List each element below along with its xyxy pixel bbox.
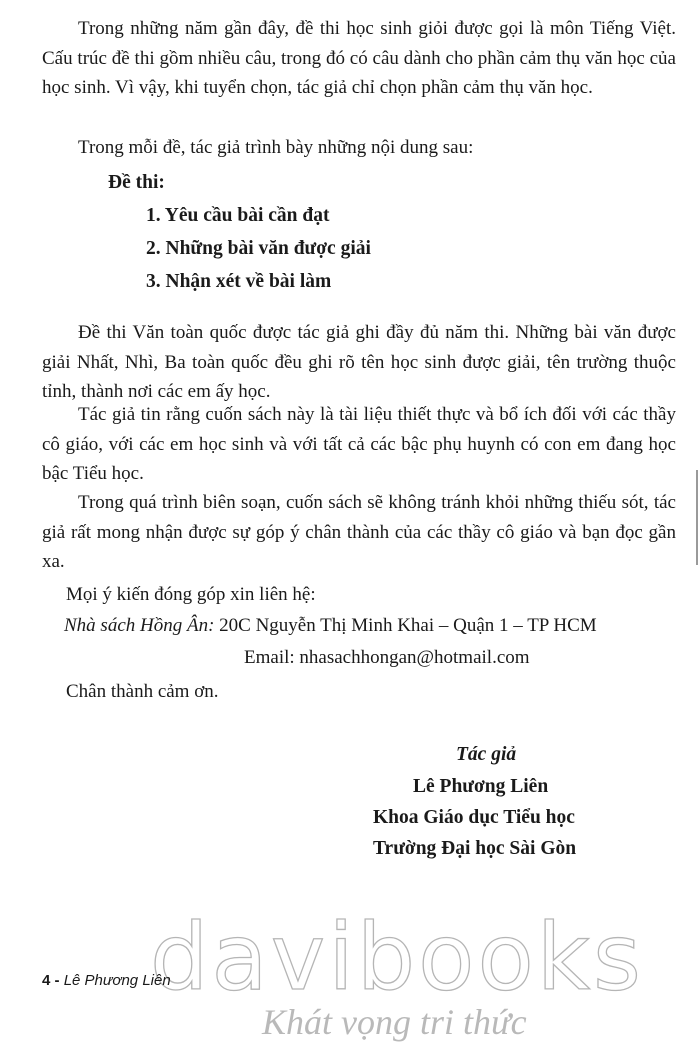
email-line: Email: nhasachhongan@hotmail.com [244, 647, 530, 668]
page-number: 4 [42, 972, 51, 989]
list-item-requirements: 1. Yêu cầu bài cần đạt [146, 205, 330, 226]
contact-intro: Mọi ý kiến đóng góp xin liên hệ: [66, 584, 316, 605]
signature-name: Lê Phương Liên [413, 776, 549, 797]
list-item-remarks: 3. Nhận xét về bài làm [146, 271, 332, 292]
watermark-tagline: Khát vọng tri thức [262, 1002, 527, 1042]
bookstore-line [64, 611, 597, 641]
footer-author: Lê Phương Liên [63, 972, 171, 989]
paragraph-national-exam: Đề thi Văn toàn quốc được tác giả ghi đầy đủ năm thi. Những bài văn được giải Nhất, Nhì, Ba toàn quốc đều ghi rõ tên học sinh được giải, tên trường thuộc tỉnh, thành nơi các em ấy học. [42, 322, 676, 402]
page-edge-line [696, 470, 698, 565]
paragraph-content-intro: Trong mỗi đề, tác giả trình bày những nội dung sau: [78, 137, 474, 158]
signature-faculty: Khoa Giáo dục Tiểu học [373, 807, 575, 828]
exam-heading: Đề thi: [108, 172, 165, 193]
list-item-winning-essays: 2. Những bài văn được giải [146, 238, 371, 259]
paragraph-feedback: Trong quá trình biên soạn, cuốn sách sẽ không tránh khỏi những thiếu sót, tác giả rất mong nhận được sự góp ý chân thành của các thầy cô giáo và bạn đọc gần xa. [42, 492, 676, 572]
watermark-logo: davibooks [150, 904, 644, 1011]
paragraph-author-belief: Tác giả tin rằng cuốn sách này là tài liệu thiết thực và bổ ích đối với các thầy cô giáo, với các em học sinh và với tất cả các bậc phụ huynh có con em đang học bậc Tiểu học. [42, 404, 676, 484]
page-footer [42, 972, 171, 989]
bookstore-label: Nhà sách Hồng Ân: [64, 615, 215, 636]
signature-university: Trường Đại học Sài Gòn [373, 838, 577, 859]
signature-role: Tác giả [456, 744, 517, 765]
footer-separator: - [54, 972, 60, 989]
bookstore-address: 20C Nguyễn Thị Minh Khai – Quận 1 – TP HCM [219, 615, 597, 636]
thanks-line: Chân thành cảm ơn. [66, 681, 219, 702]
paragraph-intro: Trong những năm gần đây, đề thi học sinh giỏi được gọi là môn Tiếng Việt. Cấu trúc đề thi gồm nhiều câu, trong đó có câu dành cho phần cảm thụ văn học của học sinh. Vì vậy, khi tuyển chọn, tác giả chỉ chọn phần cảm thụ văn học. [42, 18, 676, 98]
